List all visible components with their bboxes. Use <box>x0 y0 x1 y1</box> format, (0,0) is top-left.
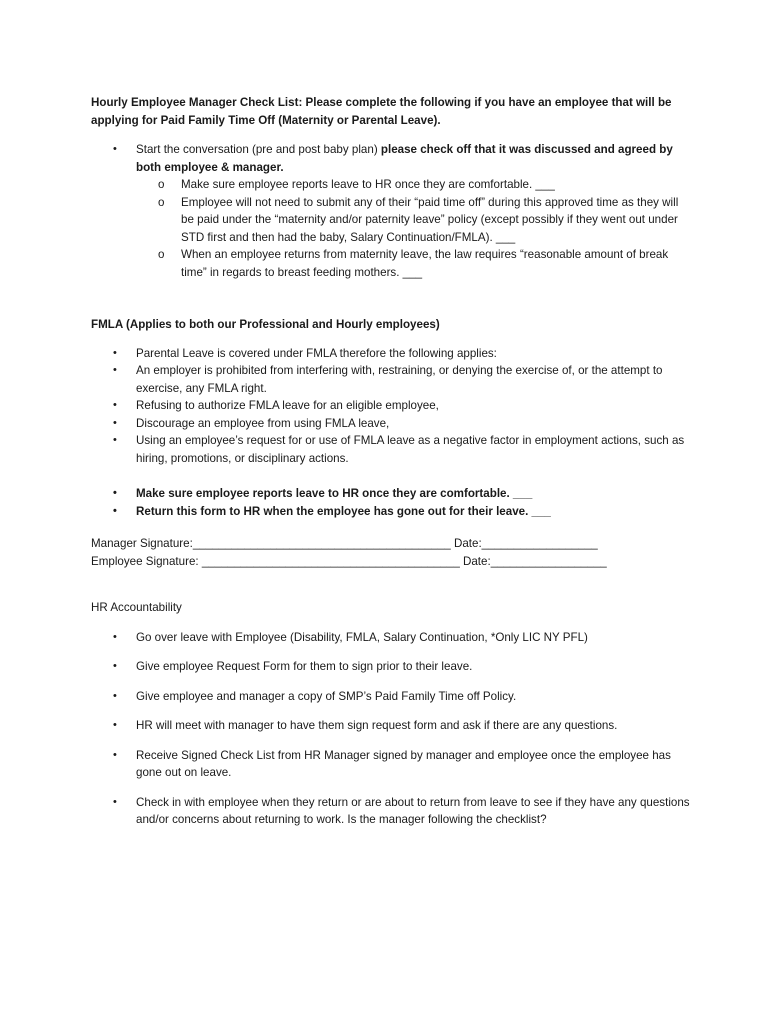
circle-bullet-icon: o <box>158 178 165 191</box>
bullet-icon: • <box>113 504 117 517</box>
conversation-list <box>91 141 691 281</box>
fmla-action-list <box>91 485 691 520</box>
bullet-icon: • <box>113 346 117 359</box>
list-item <box>91 141 691 281</box>
bullet-icon: • <box>113 143 117 155</box>
list-item <box>91 794 691 829</box>
list-item <box>91 397 691 415</box>
circle-bullet-icon: o <box>158 248 165 261</box>
list-item <box>91 432 691 467</box>
list-item <box>91 345 691 363</box>
bullet-icon: • <box>113 416 117 429</box>
list-item <box>91 503 691 521</box>
hr-item-text: Give employee Request Form for them to sign prior to their leave. <box>136 660 473 673</box>
hr-item-text: Receive Signed Check List from HR Manager signed by manager and employee once the employee has gone out on leave. <box>136 748 671 779</box>
fmla-item-text: An employer is prohibited from interfering with, restraining, or denying the exercise of, or the attempt to exercise, any FMLA right. <box>136 364 663 395</box>
list-item <box>91 362 691 397</box>
sub-item-text: When an employee returns from maternity leave, the law requires “reasonable amount of break time” in regards to breast feeding mothers. ___ <box>181 248 669 279</box>
fmla-action-text: Make sure employee reports leave to HR once they are comfortable. ___ <box>136 487 533 500</box>
list-item <box>91 747 691 782</box>
document-title: Hourly Employee Manager Check List: Please complete the following if you have an employee that will be applying for Paid Family Time Off (Maternity or Parental Leave). <box>91 96 672 127</box>
list-item <box>91 688 691 706</box>
list-item <box>91 717 691 735</box>
bullet-icon: • <box>113 434 117 446</box>
sub-list-item <box>136 246 691 281</box>
list-item <box>91 415 691 433</box>
conversation-sub-list <box>136 176 691 281</box>
bullet-icon: • <box>113 689 117 702</box>
sub-list-item <box>136 194 691 247</box>
signature-block <box>91 535 691 570</box>
fmla-heading: FMLA (Applies to both our Professional and Hourly employees) <box>91 318 440 331</box>
hr-list <box>91 629 691 829</box>
employee-signature-line[interactable]: Employee Signature: ________________________________________ Date:__________________ <box>91 554 607 568</box>
hr-item-text: HR will meet with manager to have them sign request form and ask if there are any questions. <box>136 719 618 732</box>
hr-item-text: Check in with employee when they return or are about to return from leave to see if they have any questions and/or concerns about returning to work. Is the manager following the checklist? <box>136 795 690 826</box>
sub-item-text: Make sure employee reports leave to HR once they are comfortable. ___ <box>181 178 555 191</box>
fmla-item-text: Refusing to authorize FMLA leave for an eligible employee, <box>136 399 439 412</box>
bullet-icon: • <box>113 719 117 731</box>
list-item <box>91 658 691 676</box>
hr-item-text: Go over leave with Employee (Disability, FMLA, Salary Continuation, *Only LIC NY PFL) <box>136 630 588 644</box>
bullet-icon: • <box>113 748 117 761</box>
fmla-item-text: Using an employee’s request for or use of FMLA leave as a negative factor in employment actions, such as hiring, promotions, or disciplinary actions. <box>136 434 685 465</box>
bullet-icon: • <box>113 364 117 376</box>
hr-heading: HR Accountability <box>91 601 182 614</box>
fmla-item-text: Discourage an employee from using FMLA leave, <box>136 416 390 430</box>
sub-item-text: Employee will not need to submit any of their “paid time off” during this approved time as they will be paid under the “maternity and/or paternity leave” policy (except possibly if they went out under STD first and then had the baby, Salary Continuation/FMLA). ___ <box>181 195 679 244</box>
bullet-icon: • <box>113 660 117 672</box>
bullet-icon: • <box>113 630 117 643</box>
list-item <box>91 485 691 503</box>
circle-bullet-icon: o <box>158 195 165 209</box>
hr-item-text: Give employee and manager a copy of SMP’s Paid Family Time off Policy. <box>136 689 517 703</box>
document-page <box>91 94 691 841</box>
list-item <box>91 629 691 647</box>
conversation-text: Start the conversation (pre and post baby plan) <box>136 143 381 156</box>
manager-signature-line[interactable]: Manager Signature:________________________________________ Date:__________________ <box>91 537 598 550</box>
bullet-icon: • <box>113 487 117 499</box>
fmla-action-text: Return this form to HR when the employee has gone out for their leave. ___ <box>136 504 551 518</box>
fmla-list <box>91 345 691 468</box>
bullet-icon: • <box>113 795 117 808</box>
sub-list-item <box>136 176 691 194</box>
bullet-icon: • <box>113 399 117 411</box>
fmla-item-text: Parental Leave is covered under FMLA therefore the following applies: <box>136 346 497 360</box>
conversation-text-bold: please check off that it was discussed and agreed by both employee & manager. <box>136 143 673 174</box>
